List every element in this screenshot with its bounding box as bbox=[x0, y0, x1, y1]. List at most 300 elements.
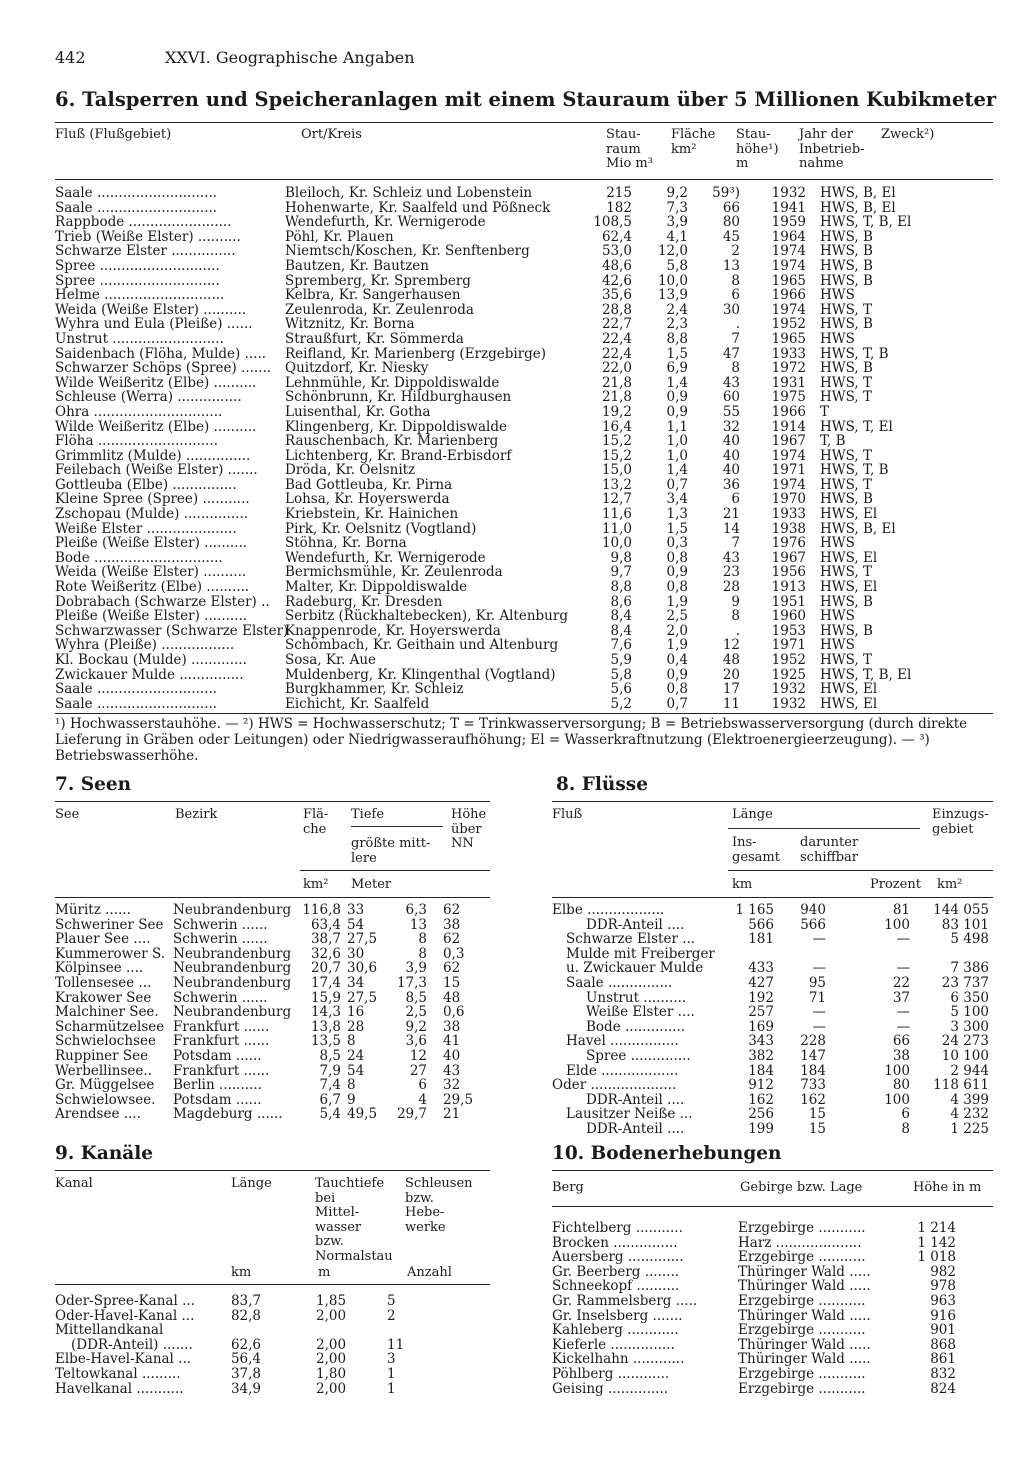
table-row bbox=[552, 1352, 993, 1367]
t6-col-area: Fläche km² bbox=[671, 127, 716, 157]
t6-cell-year: 1974 bbox=[771, 301, 806, 318]
table-row bbox=[55, 303, 993, 318]
t6-cell-height: 59³) bbox=[712, 185, 740, 201]
table-row bbox=[55, 201, 993, 216]
table-row bbox=[55, 186, 993, 201]
table-row bbox=[552, 1294, 993, 1309]
t6-cell-year: 1971 bbox=[771, 462, 806, 479]
t6-cell-year: 1971 bbox=[771, 637, 806, 654]
t7-cell-depth-max: 54 bbox=[347, 1062, 365, 1079]
t6-cell-purpose: HWS, El bbox=[820, 695, 878, 712]
t6-cell-place: Reifland, Kr. Marienberg (Erzgebirge) bbox=[285, 345, 547, 362]
t6-cell-place: Schömbach, Kr. Geithain und Altenburg bbox=[285, 637, 559, 654]
t7-cell-depth-max: 8 bbox=[347, 1033, 356, 1050]
t8-cell-length-navigable: — bbox=[812, 1004, 826, 1021]
t6-cell-area: 7,3 bbox=[666, 199, 688, 216]
table-row bbox=[55, 668, 993, 683]
t7-col-district: Bezirk bbox=[175, 807, 218, 822]
t6-cell-place: Bleiloch, Kr. Schleiz und Lobenstein bbox=[285, 185, 533, 201]
t8-cell-length-navigable: — bbox=[812, 931, 826, 948]
table-row bbox=[55, 1107, 490, 1122]
t7-depth-rule bbox=[351, 826, 443, 827]
t6-cell-river: Trieb (Weiße Elster) .......... bbox=[55, 228, 241, 245]
t6-cell-place: Serbitz (Rückhaltebecken), Kr. Altenburg bbox=[285, 608, 568, 625]
t9-cell-locks: 1 bbox=[387, 1365, 396, 1382]
t6-cell-place: Quitzdorf, Kr. Niesky bbox=[285, 360, 429, 377]
table-row bbox=[552, 1309, 993, 1324]
table-9 bbox=[55, 1294, 490, 1396]
t9-cell-draft: 1,80 bbox=[316, 1365, 347, 1382]
t6-cell-place: Dröda, Kr. Oelsnitz bbox=[285, 462, 416, 479]
t9-cell-pad bbox=[411, 1382, 490, 1397]
t6-cell-place: Knappenrode, Kr. Hoyerswerda bbox=[285, 622, 501, 639]
table-row bbox=[552, 1049, 993, 1064]
t6-cell-volume: 7,6 bbox=[610, 637, 632, 654]
t9-cell-locks: 1 bbox=[387, 1380, 396, 1397]
t6-cell-volume: 182 bbox=[606, 199, 632, 216]
t8-cell-length-total: 181 bbox=[748, 931, 774, 948]
t8-unit-km2: km² bbox=[937, 877, 963, 892]
t9-cell-canal: Oder-Spree-Kanal ... bbox=[55, 1293, 195, 1309]
t8-cell-length-navigable: 147 bbox=[800, 1047, 826, 1064]
t8-cell-basin: 4 232 bbox=[950, 1106, 989, 1123]
t8-cell-percent: 38 bbox=[892, 1047, 910, 1064]
t7-cell-depth-mean: 13 bbox=[409, 916, 427, 933]
t8-col-total: Ins- gesamt bbox=[732, 835, 780, 865]
t8-cell-percent: — bbox=[896, 931, 910, 948]
t6-cell-purpose: HWS, B bbox=[820, 593, 873, 610]
t8-cell-length-navigable: 733 bbox=[800, 1077, 826, 1094]
t7-cell-area: 7,4 bbox=[319, 1077, 341, 1094]
t8-cell-length-total: 169 bbox=[748, 1018, 774, 1035]
t9-cell-locks: 11 bbox=[387, 1336, 405, 1353]
t6-cell-volume: 22,4 bbox=[601, 330, 632, 347]
t7-cell-depth-mean: 17,3 bbox=[396, 974, 427, 991]
t6-cell-height: 40 bbox=[722, 462, 740, 479]
table-row bbox=[552, 1367, 993, 1382]
t6-cell-height: 8 bbox=[731, 272, 740, 289]
t6-cell-purpose: HWS, B, El bbox=[820, 199, 896, 216]
t6-cell-river: Spree ............................ bbox=[55, 257, 220, 274]
t9-cell-pad bbox=[411, 1367, 490, 1382]
t8-cell-basin: 23 737 bbox=[941, 974, 989, 991]
t8-cell-length-total: 1 165 bbox=[735, 902, 774, 918]
t9-cell-locks: 5 bbox=[387, 1293, 396, 1309]
t7-cell-lake: Schweriner See bbox=[55, 916, 164, 933]
t8-cell-percent: 37 bbox=[892, 989, 910, 1006]
t9-cell-length: 56,4 bbox=[230, 1351, 261, 1368]
t10-col-height: Höhe in m bbox=[913, 1180, 982, 1195]
table-8-header-rule bbox=[552, 897, 993, 898]
section-title: XXVI. Geographische Angaben bbox=[165, 48, 415, 67]
table-row bbox=[55, 903, 490, 918]
t6-cell-year: 1913 bbox=[771, 579, 806, 596]
t6-cell-place: Pöhl, Kr. Plauen bbox=[285, 228, 394, 245]
t7-cell-elevation: 62 bbox=[443, 931, 461, 948]
t7-cell-elevation: 0,6 bbox=[443, 1004, 465, 1021]
t6-cell-place: Eichicht, Kr. Saalfeld bbox=[285, 695, 430, 712]
t10-cell-height: 868 bbox=[930, 1336, 956, 1353]
t6-cell-purpose: HWS, B bbox=[820, 316, 873, 333]
t9-col-length: Länge bbox=[231, 1176, 272, 1191]
t9-cell-canal: Oder-Havel-Kanal ... bbox=[55, 1307, 195, 1324]
t6-cell-area: 1,1 bbox=[666, 418, 688, 435]
t7-cell-elevation: 0,3 bbox=[443, 945, 465, 962]
t6-cell-river: Zschopau (Mulde) ............... bbox=[55, 506, 249, 523]
t9-col-canal: Kanal bbox=[55, 1176, 93, 1191]
t6-cell-purpose: HWS, T, El bbox=[820, 418, 893, 435]
t7-cell-district: Potsdam ...... bbox=[173, 1047, 262, 1064]
t6-cell-river: Wyhra (Pleiße) ................. bbox=[55, 637, 235, 654]
t6-cell-height: 11 bbox=[722, 695, 740, 712]
t6-cell-area: 1,0 bbox=[666, 447, 688, 464]
t7-cell-lake: Kölpinsee .... bbox=[55, 960, 144, 977]
t6-cell-river: Saale ............................ bbox=[55, 681, 218, 698]
t6-cell-river: Unstrut .......................... bbox=[55, 330, 224, 347]
t6-cell-place: Lohsa, Kr. Hoyerswerda bbox=[285, 491, 450, 508]
table-7-header-rule bbox=[55, 897, 490, 898]
t6-cell-height: 6 bbox=[731, 491, 740, 508]
t6-cell-place: Kriebstein, Kr. Hainichen bbox=[285, 506, 459, 523]
t6-cell-volume: 9,8 bbox=[610, 549, 632, 566]
t6-cell-height: 13 bbox=[722, 257, 740, 274]
table-6-header-rule bbox=[55, 179, 993, 180]
t7-cell-district: Berlin .......... bbox=[173, 1077, 262, 1094]
t6-cell-purpose: HWS, El bbox=[820, 681, 878, 698]
t6-cell-river: Gottleuba (Elbe) ............... bbox=[55, 476, 237, 493]
t10-cell-pad bbox=[956, 1250, 993, 1265]
t9-cell-draft: 2,00 bbox=[316, 1351, 347, 1368]
t8-cell-basin: 5 100 bbox=[950, 1004, 989, 1021]
table-row bbox=[55, 361, 993, 376]
t8-cell-length-total: 433 bbox=[748, 960, 774, 977]
t7-cell-depth-mean: 2,5 bbox=[405, 1004, 427, 1021]
t10-cell-range: Erzgebirge ........... bbox=[738, 1220, 866, 1236]
t9-col-locks: Schleusen bzw. Hebe- werke bbox=[405, 1176, 473, 1235]
t7-cell-depth-mean: 29,7 bbox=[396, 1106, 427, 1123]
table-row bbox=[55, 682, 993, 697]
t6-cell-height: 47 bbox=[722, 345, 740, 362]
t8-cell-river: Bode .............. bbox=[586, 1018, 686, 1035]
t10-cell-mountain: Gr. Beerberg ........ bbox=[552, 1263, 680, 1280]
t6-cell-place: Bautzen, Kr. Bautzen bbox=[285, 257, 429, 274]
t10-cell-height: 901 bbox=[930, 1322, 956, 1339]
t6-cell-year: 1925 bbox=[771, 666, 806, 683]
t6-cell-year: 1976 bbox=[771, 535, 806, 552]
t8-cell-length-navigable: 228 bbox=[800, 1033, 826, 1050]
t6-cell-height: 7 bbox=[731, 330, 740, 347]
t6-cell-height: 60 bbox=[722, 389, 740, 406]
t6-cell-height: 30 bbox=[722, 301, 740, 318]
t7-unit-km2: km² bbox=[303, 877, 329, 892]
t6-cell-river: Rote Weißeritz (Elbe) .......... bbox=[55, 579, 250, 596]
t10-cell-height: 982 bbox=[930, 1263, 956, 1280]
table-10-header-rule bbox=[552, 1206, 993, 1207]
t8-cell-basin: 24 273 bbox=[941, 1033, 989, 1050]
t7-cell-area: 13,8 bbox=[310, 1018, 341, 1035]
table-row bbox=[55, 638, 993, 653]
table-row bbox=[55, 536, 993, 551]
t10-cell-range: Thüringer Wald ..... bbox=[738, 1263, 871, 1280]
table-row bbox=[552, 1338, 993, 1353]
t6-cell-purpose: HWS, El bbox=[820, 506, 878, 523]
t8-cell-river: Weiße Elster .... bbox=[586, 1004, 695, 1021]
t9-cell-pad bbox=[411, 1323, 490, 1338]
t6-cell-height: 36 bbox=[722, 476, 740, 493]
t9-col-draft: Tauchtiefe bei Mittel- wasser bzw. Normalstau bbox=[315, 1176, 393, 1264]
t8-cell-river: Elbe .................. bbox=[552, 902, 665, 918]
t6-cell-river: Weida (Weiße Elster) .......... bbox=[55, 564, 247, 581]
t7-cell-district: Magdeburg ...... bbox=[173, 1106, 283, 1123]
t6-cell-area: 0,9 bbox=[666, 666, 688, 683]
table-9-header bbox=[55, 1175, 490, 1285]
t6-cell-height: 45 bbox=[722, 228, 740, 245]
t6-cell-height: 40 bbox=[722, 447, 740, 464]
t7-cell-lake: Malchiner See. bbox=[55, 1004, 159, 1021]
t6-cell-year: 1959 bbox=[771, 214, 806, 231]
t6-cell-volume: 12,7 bbox=[601, 491, 632, 508]
t8-cell-length-total: 382 bbox=[748, 1047, 774, 1064]
table-row bbox=[552, 1005, 993, 1020]
table-10-header bbox=[552, 1181, 993, 1201]
table-row bbox=[55, 1034, 490, 1049]
t6-cell-river: Kl. Bockau (Mulde) ............. bbox=[55, 652, 247, 668]
t7-cell-lake: Werbellinsee.. bbox=[55, 1062, 152, 1079]
t6-cell-volume: 62,4 bbox=[601, 228, 632, 245]
t7-cell-depth-max: 24 bbox=[347, 1047, 365, 1064]
t9-unit-m: m bbox=[318, 1265, 331, 1280]
t6-cell-purpose: T bbox=[820, 403, 830, 420]
table-row bbox=[55, 288, 993, 303]
t9-cell-pad bbox=[411, 1352, 490, 1367]
table-row bbox=[552, 1279, 993, 1294]
t8-cell-length-total: 256 bbox=[748, 1106, 774, 1123]
table-10 bbox=[552, 1221, 993, 1396]
table-row bbox=[552, 1250, 993, 1265]
t10-col-range: Gebirge bzw. Lage bbox=[740, 1180, 863, 1195]
t6-cell-purpose: HWS bbox=[820, 287, 855, 304]
table-8-header bbox=[552, 806, 993, 876]
table-10-title: 10. Bodenerhebungen bbox=[552, 1143, 782, 1164]
t7-cell-district: Frankfurt ...... bbox=[173, 1018, 270, 1035]
t10-cell-range: Erzgebirge ........... bbox=[738, 1249, 866, 1266]
t6-cell-area: 0,9 bbox=[666, 403, 688, 420]
t7-cell-depth-max: 54 bbox=[347, 916, 365, 933]
t6-cell-place: Radeburg, Kr. Dresden bbox=[285, 593, 443, 610]
t6-cell-year: 1964 bbox=[771, 228, 806, 245]
t6-cell-height: 2 bbox=[731, 243, 740, 260]
t6-cell-river: Weida (Weiße Elster) .......... bbox=[55, 301, 247, 318]
t8-cell-river: DDR-Anteil .... bbox=[586, 1120, 685, 1137]
t8-cell-river: Schwarze Elster ... bbox=[566, 931, 696, 948]
t8-cell-length-total bbox=[722, 947, 778, 962]
t6-cell-purpose: HWS, B, El bbox=[820, 185, 896, 201]
t6-cell-height: . bbox=[735, 316, 740, 333]
t7-col-area: Flä- che bbox=[303, 807, 329, 837]
t10-cell-mountain: Kieferle ............... bbox=[552, 1336, 675, 1353]
t6-cell-area: 4,1 bbox=[666, 228, 688, 245]
t6-cell-purpose: HWS, T bbox=[820, 301, 873, 318]
table-row bbox=[552, 947, 993, 962]
t6-cell-area: 6,9 bbox=[666, 360, 688, 377]
t6-cell-area: 0,8 bbox=[666, 681, 688, 698]
t6-cell-volume: 15,0 bbox=[601, 462, 632, 479]
t10-cell-range: Thüringer Wald ..... bbox=[738, 1278, 871, 1295]
t8-unit-km: km bbox=[732, 877, 753, 892]
t6-cell-height: 43 bbox=[722, 549, 740, 566]
t6-cell-year: 1960 bbox=[771, 608, 806, 625]
t6-cell-volume: 10,0 bbox=[601, 535, 632, 552]
t6-cell-year: 1974 bbox=[771, 476, 806, 493]
t7-cell-district: Potsdam ...... bbox=[173, 1091, 262, 1108]
t6-cell-place: Bermichsmühle, Kr. Zeulenroda bbox=[285, 564, 503, 581]
t6-cell-river: Pleiße (Weiße Elster) .......... bbox=[55, 608, 248, 625]
t6-cell-river: Schwarzer Schöps (Spree) ....... bbox=[55, 360, 272, 377]
t8-cell-basin: 10 100 bbox=[941, 1047, 989, 1064]
t7-cell-depth-mean: 12 bbox=[409, 1047, 427, 1064]
table-row bbox=[55, 1323, 490, 1338]
t6-cell-area: 0,9 bbox=[666, 564, 688, 581]
t10-cell-height: 963 bbox=[930, 1292, 956, 1309]
table-row bbox=[55, 449, 993, 464]
t9-cell-canal: (DDR-Anteil) ....... bbox=[71, 1336, 193, 1353]
t9-unit-count: Anzahl bbox=[407, 1265, 452, 1280]
t7-cell-depth-mean: 3,9 bbox=[405, 960, 427, 977]
t8-cell-river: Unstrut .......... bbox=[586, 989, 687, 1006]
t7-cell-depth-max: 9 bbox=[347, 1091, 356, 1108]
t10-cell-range: Erzgebirge ........... bbox=[738, 1292, 866, 1309]
t6-cell-height: . bbox=[735, 622, 740, 639]
t6-cell-year: 1932 bbox=[771, 695, 806, 712]
table-row bbox=[552, 1064, 993, 1079]
t9-cell-pad bbox=[411, 1294, 490, 1309]
t7-cell-area: 7,9 bbox=[319, 1062, 341, 1079]
t6-col-volume: Stau- raum Mio m³ bbox=[606, 127, 653, 171]
t9-cell-length bbox=[215, 1323, 261, 1338]
t8-cell-river: Elde .................. bbox=[566, 1062, 679, 1079]
t6-cell-year: 1967 bbox=[771, 549, 806, 566]
t6-cell-area: 0,4 bbox=[666, 652, 688, 668]
t6-cell-year: 1974 bbox=[771, 243, 806, 260]
t6-cell-volume: 53,0 bbox=[601, 243, 632, 260]
t6-cell-height: 8 bbox=[731, 608, 740, 625]
t8-cell-basin: 3 300 bbox=[950, 1018, 989, 1035]
t6-cell-place: Muldenberg, Kr. Klingenthal (Vogtland) bbox=[285, 666, 556, 683]
t6-cell-river: Weiße Elster ..................... bbox=[55, 520, 237, 537]
t7-cell-district: Frankfurt ...... bbox=[173, 1062, 270, 1079]
t6-cell-area: 0,7 bbox=[666, 695, 688, 712]
t6-cell-purpose: HWS, B bbox=[820, 360, 873, 377]
t6-cell-area: 1,9 bbox=[666, 593, 688, 610]
t7-cell-elevation: 62 bbox=[443, 902, 461, 918]
t8-cell-length-navigable: 95 bbox=[808, 974, 826, 991]
t6-cell-volume: 22,7 bbox=[601, 316, 632, 333]
t8-cell-river: Mulde mit Freiberger bbox=[566, 945, 715, 962]
t10-cell-range: Harz .................... bbox=[738, 1234, 862, 1251]
t7-cell-lake: Kummerower S. bbox=[55, 945, 166, 962]
t7-cell-depth-mean: 8 bbox=[418, 945, 427, 962]
t6-cell-place: Hohenwarte, Kr. Saalfeld und Pößneck bbox=[285, 199, 551, 216]
t7-cell-lake: Ruppiner See bbox=[55, 1047, 149, 1064]
t8-cell-percent: 100 bbox=[884, 1062, 910, 1079]
t10-cell-mountain: Gr. Rammelsberg ..... bbox=[552, 1292, 698, 1309]
t6-cell-area: 0,3 bbox=[666, 535, 688, 552]
t6-cell-purpose: HWS, T bbox=[820, 374, 873, 391]
t8-col-length: Länge bbox=[732, 807, 773, 822]
t6-cell-height: 55 bbox=[722, 403, 740, 420]
t9-cell-length: 34,9 bbox=[230, 1380, 261, 1397]
t10-cell-range: Erzgebirge ........... bbox=[738, 1322, 866, 1339]
t6-cell-river: Spree ............................ bbox=[55, 272, 220, 289]
t6-cell-place: Stöhna, Kr. Borna bbox=[285, 535, 407, 552]
t8-cell-length-total: 184 bbox=[748, 1062, 774, 1079]
t6-cell-place: Luisenthal, Kr. Gotha bbox=[285, 403, 431, 420]
t6-cell-purpose: HWS, T, B, El bbox=[820, 666, 912, 683]
t6-cell-volume: 8,6 bbox=[610, 593, 632, 610]
t6-cell-area: 5,8 bbox=[666, 257, 688, 274]
t8-cell-percent: 22 bbox=[892, 974, 910, 991]
t7-cell-elevation: 62 bbox=[443, 960, 461, 977]
t6-cell-area: 1,4 bbox=[666, 374, 688, 391]
t10-cell-mountain: Kickelhahn ............ bbox=[552, 1351, 685, 1368]
t9-cell-draft: 1,85 bbox=[316, 1293, 347, 1309]
t8-cell-basin: 118 611 bbox=[933, 1077, 989, 1094]
t7-cell-district: Neubrandenburg bbox=[173, 902, 292, 918]
t10-cell-pad bbox=[956, 1236, 993, 1251]
t6-cell-purpose: HWS bbox=[820, 637, 855, 654]
t8-cell-length-navigable: 162 bbox=[800, 1091, 826, 1108]
t7-cell-lake: Schwielochsee bbox=[55, 1033, 156, 1050]
t6-cell-year: 1965 bbox=[771, 330, 806, 347]
t6-cell-river: Saale ............................ bbox=[55, 185, 218, 201]
t6-col-purpose: Zweck²) bbox=[881, 127, 935, 142]
table-row bbox=[55, 1352, 490, 1367]
t6-cell-area: 1,3 bbox=[666, 506, 688, 523]
t10-cell-mountain: Brocken ............... bbox=[552, 1234, 678, 1251]
t6-cell-area: 3,4 bbox=[666, 491, 688, 508]
t6-cell-area: 1,9 bbox=[666, 637, 688, 654]
t6-cell-volume: 42,6 bbox=[601, 272, 632, 289]
t6-cell-purpose: T, B bbox=[820, 433, 846, 450]
t7-cell-district: Neubrandenburg bbox=[173, 974, 292, 991]
t10-cell-range: Erzgebirge ........... bbox=[738, 1365, 866, 1382]
t6-cell-year: 1951 bbox=[771, 593, 806, 610]
t6-cell-river: Bode .............................. bbox=[55, 549, 223, 566]
t6-cell-river: Pleiße (Weiße Elster) .......... bbox=[55, 535, 248, 552]
t7-cell-elevation: 40 bbox=[443, 1047, 461, 1064]
t8-cell-length-navigable: 566 bbox=[800, 916, 826, 933]
table-row bbox=[552, 918, 993, 933]
t6-cell-area: 8,8 bbox=[666, 330, 688, 347]
table-row bbox=[55, 1338, 490, 1353]
t6-cell-area: 1,5 bbox=[666, 520, 688, 537]
t6-cell-height: 66 bbox=[722, 199, 740, 216]
t7-cell-elevation: 21 bbox=[443, 1106, 461, 1123]
t6-cell-year: 1975 bbox=[771, 389, 806, 406]
t6-cell-height: 40 bbox=[722, 433, 740, 450]
t9-cell-draft bbox=[261, 1323, 331, 1338]
t6-cell-volume: 11,6 bbox=[601, 506, 632, 523]
t7-cell-district: Neubrandenburg bbox=[173, 945, 292, 962]
t6-cell-area: 2,3 bbox=[666, 316, 688, 333]
t10-cell-height: 1 018 bbox=[917, 1249, 956, 1266]
t8-cell-river: DDR-Anteil .... bbox=[586, 916, 685, 933]
t10-cell-pad bbox=[956, 1323, 993, 1338]
table-row bbox=[55, 1382, 490, 1397]
t7-cell-area: 32,6 bbox=[310, 945, 341, 962]
t6-cell-volume: 19,2 bbox=[601, 403, 632, 420]
t6-cell-purpose: HWS, B bbox=[820, 622, 873, 639]
